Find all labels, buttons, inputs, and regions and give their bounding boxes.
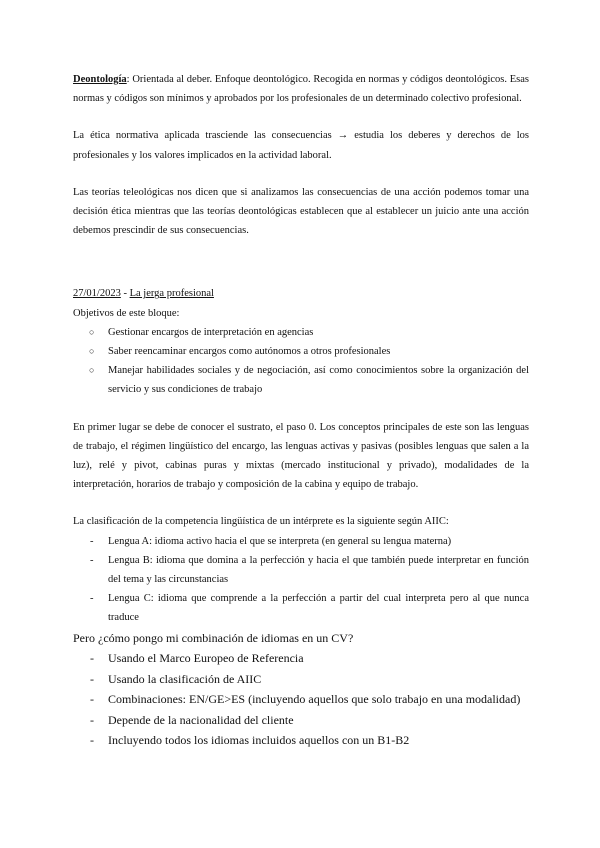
heading-separator: - — [120, 288, 130, 300]
languages-list — [73, 532, 529, 628]
dash-bullet-icon: - — [90, 593, 94, 605]
circle-bullet-icon: ○ — [89, 365, 95, 376]
cv-section — [73, 628, 529, 751]
dash-bullet-icon: - — [90, 554, 94, 566]
cv-options-list — [73, 648, 529, 751]
dash-bullet-icon: - — [90, 651, 94, 666]
sustrato-paragraph: En primer lugar se debe de conocer el sustrato, el paso 0. Los conceptos principales de este son las lenguas de trabajo, el régimen lingüístico del encargo, las lenguas activas y pasivas (posibles lenguas que salen a la luz), relé y pivot, cabinas puras y mixtas (mercado institucional y privado), modalidades de la interpretación, horarios de trabajo y composición de la cabina y equipo de trabajo. — [73, 421, 529, 491]
list-item: - Lengua A: idioma activo hacia el que se interpreta (en general su lengua materna) — [73, 532, 529, 551]
cv-question: Pero ¿cómo pongo mi combinación de idiomas en un CV? — [73, 630, 354, 645]
list-item: - Combinaciones: EN/GE>ES (incluyendo aquellos que solo trabajo en una modalidad) — [73, 689, 529, 710]
page-content — [73, 70, 529, 751]
dash-bullet-icon: - — [90, 733, 94, 748]
list-item: - Usando la clasificación de AIIC — [73, 669, 529, 690]
list-item: - Usando el Marco Europeo de Referencia — [73, 648, 529, 669]
deontologia-paragraph — [73, 70, 529, 108]
etica-normativa-paragraph: La ética normativa aplicada trasciende las consecuencias → estudia los deberes y derechos de los profesionales y los valores implicados en la actividad laboral. — [73, 130, 529, 161]
circle-bullet-icon: ○ — [89, 326, 95, 337]
dash-bullet-icon: - — [90, 712, 94, 727]
list-item: - Depende de la nacionalidad del cliente — [73, 710, 529, 731]
dash-bullet-icon: - — [90, 535, 94, 547]
section-date: 27/01/2023 — [73, 288, 121, 300]
deontologia-term: Deontología — [73, 74, 127, 85]
teorias-paragraph: Las teorías teleológicas nos dicen que si analizamos las consecuencias de una acción podemos tomar una decisión ética mientras que las teorías deontológicas establecen que al establecer un juicio ante una acción debemos prescindir de sus consecuencias. — [73, 186, 529, 237]
objectives-list — [73, 323, 529, 400]
section-title: La jerga profesional — [129, 288, 214, 300]
list-item: - Lengua C: idioma que comprende a la perfección a partir del cual interpreta pero al que nunca traduce — [73, 589, 529, 627]
circle-bullet-icon: ○ — [89, 346, 95, 357]
dash-bullet-icon: - — [90, 671, 94, 686]
list-item: - Incluyendo todos los idiomas incluidos aquellos con un B1-B2 — [73, 730, 529, 751]
objectives-intro: Objetivos de este bloque: — [73, 307, 180, 319]
clasificacion-paragraph: La clasificación de la competencia lingüística de un intérprete es la siguiente según AIIC: — [73, 516, 449, 528]
deontologia-definition: : Orientada al deber. Enfoque deontológico. Recogida en normas y códigos deontológicos. Esas normas y códigos son mínimos y aprobados por los profesionales de un determinado colectivo profesional. — [73, 74, 529, 105]
list-item: ○ Manejar habilidades sociales y de negociación, así como conocimientos sobre la organización del servicio y sus condiciones de trabajo — [73, 361, 529, 399]
list-item: ○ Saber reencaminar encargos como autónomos a otros profesionales — [73, 342, 529, 361]
dash-bullet-icon: - — [90, 692, 94, 707]
list-item: - Lengua B: idioma que domina a la perfección y hacia el que también puede interpretar en función del tema y las circunstancias — [73, 551, 529, 589]
list-item: ○ Gestionar encargos de interpretación en agencias — [73, 323, 529, 342]
section-heading — [73, 284, 529, 303]
